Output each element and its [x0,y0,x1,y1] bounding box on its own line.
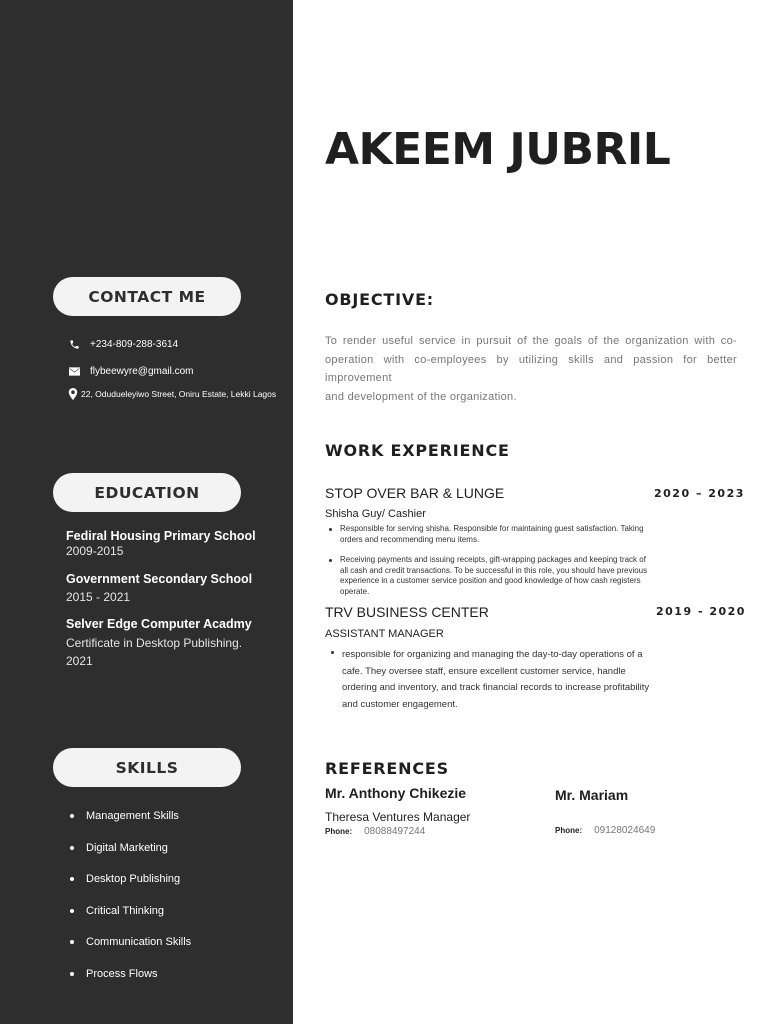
mail-icon [67,364,81,378]
job-bullet: Receiving payments and issuing receipts, gift-wrapping packages and keeping track of all cash and credit transactions. To be successful in this role, you should have previous experience in a customer service position and good knowledge of how cash registers operate. [340,555,652,597]
job-bullets [340,524,652,597]
location-pin-icon [67,387,79,401]
phone-label: Phone: [325,827,353,836]
objective-paragraph: To render useful service in pursuit of the goals of the organization with co-operation with co-employees by utilizing skills and passion for better improvement [325,335,737,384]
skills-list [70,808,191,997]
education-years: 2021 [66,654,93,668]
skill-item: Process Flows [70,966,191,998]
education-item [66,617,252,668]
education-heading: EDUCATION [53,473,241,512]
skill-item: Desktop Publishing [70,871,191,903]
skills-heading: SKILLS [53,748,241,787]
job-dates: 2020 – 2023 [654,487,745,500]
reference-phone [555,825,655,836]
reference-name: Mr. Anthony Chikezie [325,785,467,801]
reference-phone [325,826,425,837]
education-item [66,529,256,558]
work-experience-heading: WORK EXPERIENCE [325,441,510,460]
reference-job: Theresa Ventures Manager [325,810,471,824]
job-bullets [342,647,654,713]
contact-email: flybeewyre@gmail.com [90,365,194,377]
phone-label: Phone: [555,826,583,835]
education-certificate: Certificate in Desktop Publishing. [66,636,243,650]
contact-phone: +234-809-288-3614 [90,338,179,350]
objective-text [325,332,737,406]
job-role: ASSISTANT MANAGER [325,628,444,640]
job-role: Shisha Guy/ Cashier [325,508,426,520]
skill-item: Communication Skills [70,934,191,966]
objective-heading: OBJECTIVE: [325,290,434,309]
skill-item: Critical Thinking [70,903,191,935]
education-years: 2009-2015 [66,544,124,558]
skill-item: Management Skills [70,808,191,840]
contact-address-row [67,387,276,401]
education-years: 2015 - 2021 [66,590,131,604]
job-dates: 2019 - 2020 [656,605,746,618]
contact-heading: CONTACT ME [53,277,241,316]
reference-name: Mr. Mariam [555,787,629,803]
job-title: STOP OVER BAR & LUNGE [325,485,505,501]
job-bullet: responsible for organizing and managing the day-to-day operations of a cafe. They oversee staff, ensure excellent customer service, handle ordering and inventory, and track financial records to increase profitability and customer engagement. [342,647,654,713]
contact-email-row [67,364,194,378]
job-bullet: Responsible for serving shisha. Responsible for maintaining guest satisfaction. Taking orders and recommending menu items. [340,524,652,545]
education-item [66,572,252,604]
education-school: Fediral Housing Primary School [66,529,256,543]
objective-paragraph: and development of the organization. [325,390,517,403]
phone-icon [67,337,81,351]
job-title: TRV BUSINESS CENTER [325,604,489,620]
phone-number: 09128024649 [594,825,656,836]
skill-item: Digital Marketing [70,840,191,872]
education-school: Selver Edge Computer Acadmy [66,617,252,631]
resume-name: AKEEM JUBRIL [325,124,671,175]
education-school: Government Secondary School [66,572,253,586]
phone-number: 08088497244 [364,826,426,837]
references-heading: REFERENCES [325,759,449,778]
contact-address: 22, Odudueleyiwo Street, Oniru Estate, Lekki Lagos [81,389,277,399]
contact-phone-row [67,337,178,351]
